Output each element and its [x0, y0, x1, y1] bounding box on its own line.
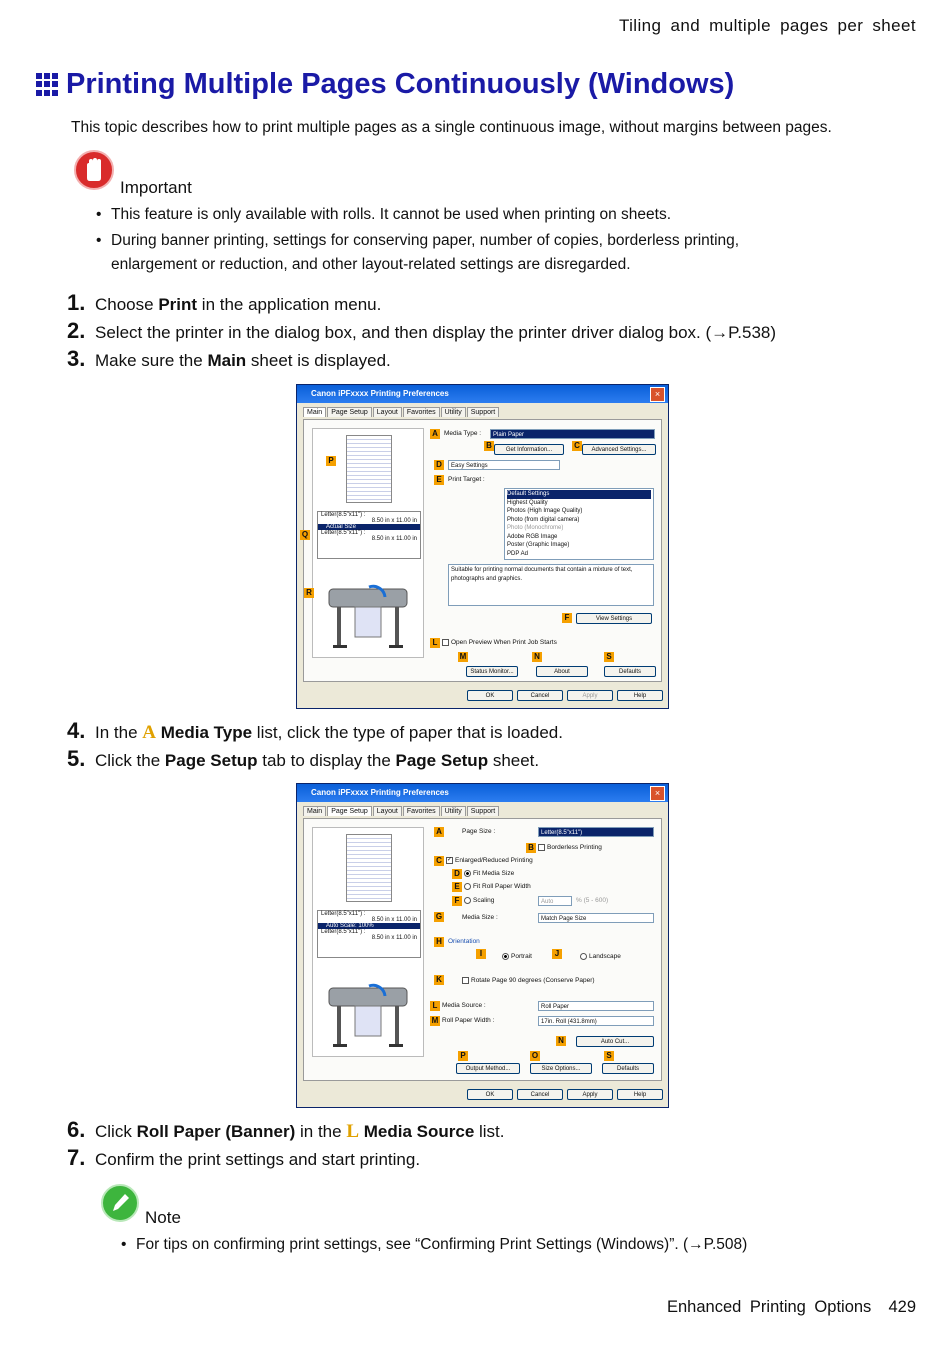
callout-L: L — [430, 638, 440, 648]
rotate-option[interactable]: Rotate Page 90 degrees (Conserve Paper) — [462, 977, 595, 984]
list-item: Photo (from digital camera) — [507, 516, 580, 523]
portrait-option[interactable]: Portrait — [502, 953, 532, 960]
borderless-option[interactable]: Borderless Printing — [538, 844, 602, 851]
printer-dialog-main — [296, 384, 669, 709]
list-item: Photo (Monochrome) — [507, 525, 564, 531]
tab-favorites[interactable]: Favorites — [403, 407, 440, 417]
size-mode: Actual Size — [318, 524, 420, 530]
tab-support[interactable]: Support — [467, 806, 500, 816]
cancel-button[interactable]: Cancel — [517, 690, 563, 701]
portrait-radio[interactable] — [502, 953, 509, 960]
size-info: Letter(8.5"x11") : 8.50 in x 11.00 in Auto Scale: 100% Letter(8.5"x11") : 8.50 in x 11.00 in — [317, 910, 421, 958]
tab-main[interactable]: Main — [303, 407, 326, 417]
callout-J: J — [552, 949, 562, 959]
ok-button[interactable]: OK — [467, 1089, 513, 1100]
open-preview-checkbox[interactable] — [442, 639, 449, 646]
apply-button[interactable]: Apply — [567, 1089, 613, 1100]
footer-section: Enhanced Printing Options — [667, 1298, 872, 1316]
callout-C: C — [572, 441, 582, 451]
callout-D: D — [434, 460, 444, 470]
size-mode: Auto Scale: 100% — [318, 923, 420, 929]
auto-cut-button[interactable]: Auto Cut... — [576, 1036, 654, 1047]
callout-P: P — [326, 456, 336, 466]
landscape-radio[interactable] — [580, 953, 587, 960]
tab-page-setup[interactable]: Page Setup — [327, 407, 372, 417]
callout-L: L — [430, 1001, 440, 1011]
advanced-settings-button[interactable]: Advanced Settings... — [582, 444, 656, 455]
callout-M: M — [459, 652, 467, 661]
close-icon[interactable]: × — [650, 387, 665, 402]
tab-main[interactable]: Main — [303, 806, 326, 816]
callout-H: H — [434, 937, 444, 947]
fit-media-radio[interactable] — [464, 870, 471, 877]
size-info: Letter(8.5"x11") : 8.50 in x 11.00 in Actual Size Letter(8.5"x11") : 8.50 in x 11.00 in — [317, 511, 421, 559]
output-method-button[interactable]: Output Method... — [456, 1063, 520, 1074]
defaults-button[interactable]: Defaults — [602, 1063, 654, 1074]
tab-utility[interactable]: Utility — [441, 407, 466, 417]
step-number: 4. — [67, 718, 86, 743]
fit-roll-radio[interactable] — [464, 883, 471, 890]
step-7: 7. Confirm the print settings and start printing. — [67, 1145, 421, 1170]
description-box: Suitable for printing normal documents that contain a mixture of text, photographs and graphics. — [448, 564, 654, 606]
preview-pane — [312, 827, 424, 1057]
callout-Q: Q — [301, 530, 309, 539]
callout-P: P — [458, 1051, 468, 1061]
printer-dialog-page-setup — [296, 783, 669, 1108]
step-number: 3. — [67, 346, 86, 371]
callout-A: A — [430, 429, 440, 439]
media-size-select[interactable]: Match Page Size — [538, 913, 654, 923]
page-setup-panel — [303, 818, 662, 1081]
scaling-range: % (5 - 600) — [576, 897, 609, 904]
page-preview-image — [346, 834, 392, 902]
callout-I: I — [476, 949, 486, 959]
dialog-title: Canon iPFxxxx Printing Preferences — [297, 385, 668, 403]
callout-A: A — [434, 827, 444, 837]
step-number: 7. — [67, 1145, 86, 1170]
scaling-input[interactable]: Auto — [538, 896, 572, 906]
tab-layout[interactable]: Layout — [373, 407, 402, 417]
note-pencil-icon — [101, 1184, 139, 1222]
callout-N: N — [556, 1036, 566, 1046]
apply-button[interactable]: Apply — [567, 690, 613, 701]
easy-settings-select[interactable]: Easy Settings — [448, 460, 560, 470]
step-number: 6. — [67, 1117, 86, 1142]
step-5: 5. Click the Page Setup tab to display the Page Setup sheet. — [67, 746, 540, 771]
tab-bar — [303, 806, 500, 816]
tab-page-setup[interactable]: Page Setup — [327, 806, 372, 816]
callout-O: O — [531, 1051, 539, 1060]
callout-B: B — [484, 441, 494, 451]
callout-E: E — [434, 475, 444, 485]
enlarged-option[interactable]: ✓ Enlarged/Reduced Printing — [447, 857, 533, 865]
callout-F: F — [562, 613, 572, 623]
step-1: 1. Choose Print in the application menu. — [67, 290, 382, 315]
tab-support[interactable]: Support — [467, 407, 500, 417]
callout-G: G — [435, 912, 443, 921]
roll-width-select[interactable]: 17in. Roll (431.8mm) — [538, 1016, 654, 1026]
step-6: 6. Click Roll Paper (Banner) in the L Media Source list. — [67, 1117, 505, 1142]
fit-roll-option[interactable]: Fit Roll Paper Width — [464, 883, 531, 890]
tab-favorites[interactable]: Favorites — [403, 806, 440, 816]
callout-S: S — [604, 1051, 614, 1061]
print-target-label: Print Target : — [448, 476, 485, 483]
help-button[interactable]: Help — [617, 1089, 663, 1100]
media-size-label: Media Size : — [462, 914, 498, 921]
ok-button[interactable]: OK — [467, 690, 513, 701]
view-settings-button[interactable]: View Settings — [576, 613, 652, 624]
important-item: • During banner printing, settings for conserving paper, number of copies, borderless printing, enlargement or reduction, and other layout-related settings are disregarded. — [111, 229, 811, 277]
note-item: • For tips on confirming print settings, see “Confirming Print Settings (Windows)”. (→P.508) — [136, 1233, 747, 1257]
enlarged-checkbox[interactable]: ✓ — [447, 857, 453, 863]
size-options-button[interactable]: Size Options... — [530, 1063, 592, 1074]
close-icon[interactable]: × — [650, 786, 665, 801]
callout-K: K — [434, 975, 444, 985]
important-label: Important — [120, 178, 192, 197]
tab-bar — [303, 407, 500, 417]
callout-B: B — [526, 843, 536, 853]
callout-N: N — [532, 652, 542, 662]
callout-F: F — [452, 896, 462, 906]
list-item: Poster (Graphic Image) — [507, 542, 570, 548]
borderless-checkbox[interactable] — [538, 844, 545, 851]
page-preview-image — [346, 435, 392, 503]
list-item: Photos (High Image Quality) — [507, 508, 583, 514]
step-number: 1. — [67, 290, 86, 315]
page-size-label: Page Size : — [462, 828, 496, 835]
scaling-radio[interactable] — [464, 897, 471, 904]
important-hand-icon — [74, 150, 114, 190]
title-row — [36, 68, 734, 101]
list-item: PDP Ad — [507, 550, 528, 557]
status-monitor-button[interactable]: Status Monitor... — [466, 666, 518, 677]
printer-image — [325, 579, 411, 653]
open-preview-option[interactable]: Open Preview When Print Job Starts — [442, 639, 557, 646]
landscape-option[interactable]: Landscape — [580, 953, 621, 960]
about-button[interactable]: About — [536, 666, 588, 677]
important-item: • This feature is only available with rolls. It cannot be used when printing on sheets. — [111, 203, 671, 227]
intro-text: This topic describes how to print multiple pages as a single continuous image, without margins between pages. — [71, 119, 832, 136]
callout-R: R — [304, 588, 314, 598]
running-header: Tiling and multiple pages per sheet — [618, 16, 916, 35]
callout-M: M — [431, 1016, 439, 1025]
note-label: Note — [145, 1208, 181, 1227]
defaults-button[interactable]: Defaults — [604, 666, 656, 677]
callout-S: S — [604, 652, 614, 662]
media-type-label: Media Type : — [444, 430, 482, 437]
printer-image — [325, 978, 411, 1052]
step-4: 4. In the A Media Type list, click the type of paper that is loaded. — [67, 718, 563, 743]
list-item: Adobe RGB Image — [507, 533, 558, 540]
media-source-label: Media Source : — [442, 1002, 486, 1009]
list-item: Default Settings — [507, 490, 651, 499]
page-title: Printing Multiple Pages Continuously (Windows) — [66, 68, 735, 100]
scaling-option[interactable]: Scaling — [464, 897, 494, 904]
print-target-list[interactable] — [504, 488, 654, 560]
rotate-checkbox[interactable] — [462, 977, 469, 984]
orientation-group-label: Orientation — [448, 938, 480, 945]
fit-media-option[interactable]: Fit Media Size — [464, 870, 514, 877]
section-grid-icon — [36, 73, 60, 97]
page-number: 429 — [888, 1298, 916, 1316]
roll-width-label: Roll Paper Width : — [442, 1017, 495, 1024]
footer — [667, 1298, 916, 1317]
media-type-select[interactable]: Plain Paper — [490, 429, 655, 439]
dialog-title: Canon iPFxxxx Printing Preferences — [297, 784, 668, 802]
step-2: 2. Select the printer in the dialog box, and then display the printer driver dialog box. (→P.538) — [67, 318, 777, 343]
step-number: 5. — [67, 746, 86, 771]
list-item: Highest Quality — [507, 499, 548, 506]
callout-D: D — [452, 869, 462, 879]
main-panel — [303, 419, 662, 682]
help-button[interactable]: Help — [617, 690, 663, 701]
step-number: 2. — [67, 318, 86, 343]
page-size-select[interactable]: Letter(8.5"x11") — [538, 827, 654, 837]
get-information-button[interactable]: Get Information... — [494, 444, 564, 455]
callout-C: C — [434, 856, 444, 866]
cancel-button[interactable]: Cancel — [517, 1089, 563, 1100]
tab-utility[interactable]: Utility — [441, 806, 466, 816]
step-3: 3. Make sure the Main sheet is displayed. — [67, 346, 391, 371]
media-source-select[interactable]: Roll Paper — [538, 1001, 654, 1011]
callout-E: E — [452, 882, 462, 892]
tab-layout[interactable]: Layout — [373, 806, 402, 816]
